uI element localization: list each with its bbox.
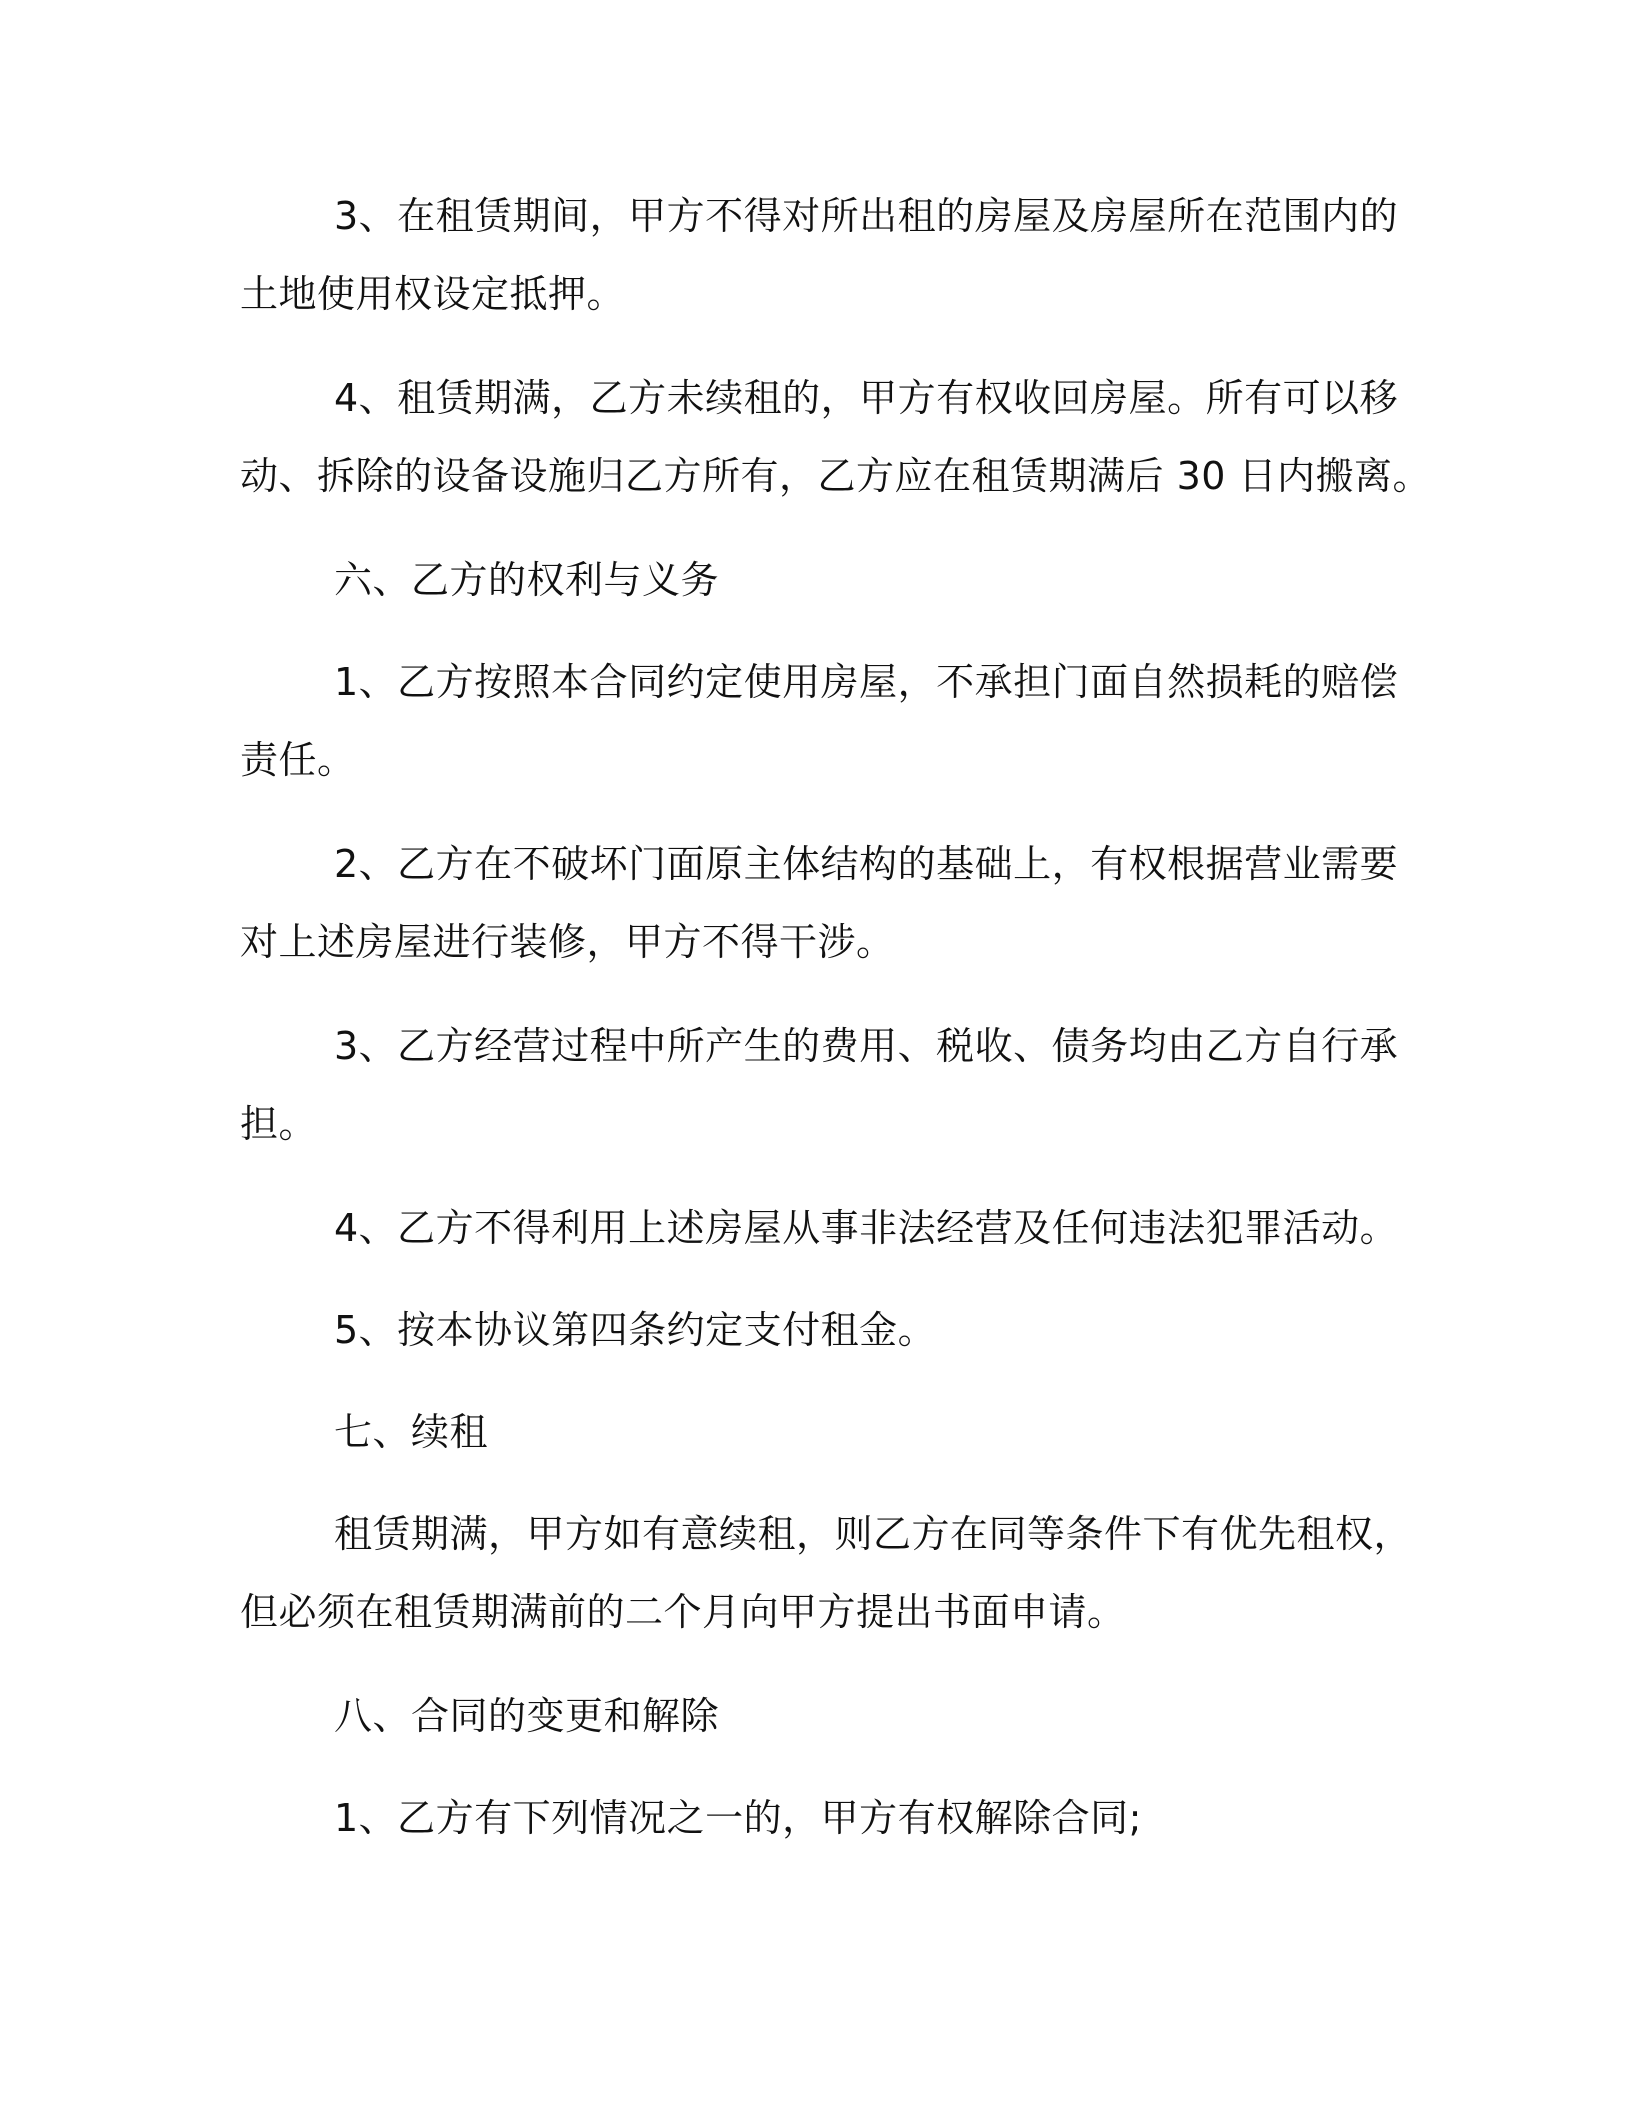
renewal-paragraph-line-2: 但必须在租赁期满前的二个月向甲方提出书面申请。 bbox=[240, 1590, 1126, 1634]
clause-5-3-line-2: 土地使用权设定抵押。 bbox=[240, 272, 626, 316]
clause-5-4-line-1: 4、租赁期满，乙方未续租的，甲方有权收回房屋。所有可以移 bbox=[334, 376, 1399, 420]
clause-6-3-line-1: 3、乙方经营过程中所产生的费用、税收、债务均由乙方自行承 bbox=[334, 1024, 1399, 1068]
clause-6-3-line-2: 担。 bbox=[240, 1102, 318, 1146]
section-6-heading: 六、乙方的权利与义务 bbox=[334, 558, 720, 602]
clause-6-2-line-2: 对上述房屋进行装修，甲方不得干涉。 bbox=[240, 920, 895, 964]
clause-6-2-line-1: 2、乙方在不破坏门面原主体结构的基础上，有权根据营业需要 bbox=[334, 842, 1399, 886]
section-7-heading: 七、续租 bbox=[334, 1410, 489, 1454]
clause-6-4: 4、乙方不得利用上述房屋从事非法经营及任何违法犯罪活动。 bbox=[334, 1206, 1399, 1250]
clause-6-1-line-2: 责任。 bbox=[240, 738, 356, 782]
renewal-paragraph-line-1: 租赁期满，甲方如有意续租，则乙方在同等条件下有优先租权， bbox=[334, 1512, 1413, 1556]
clause-6-5: 5、按本协议第四条约定支付租金。 bbox=[334, 1308, 937, 1352]
clause-5-3-line-1: 3、在租赁期间，甲方不得对所出租的房屋及房屋所在范围内的 bbox=[334, 194, 1399, 238]
clause-8-1: 1、乙方有下列情况之一的，甲方有权解除合同; bbox=[334, 1796, 1142, 1840]
clause-6-1-line-1: 1、乙方按照本合同约定使用房屋，不承担门面自然损耗的赔偿 bbox=[334, 660, 1399, 704]
section-8-heading: 八、合同的变更和解除 bbox=[334, 1694, 720, 1738]
clause-5-4-line-2: 动、拆除的设备设施归乙方所有，乙方应在租赁期满后 30 日内搬离。 bbox=[240, 454, 1432, 498]
